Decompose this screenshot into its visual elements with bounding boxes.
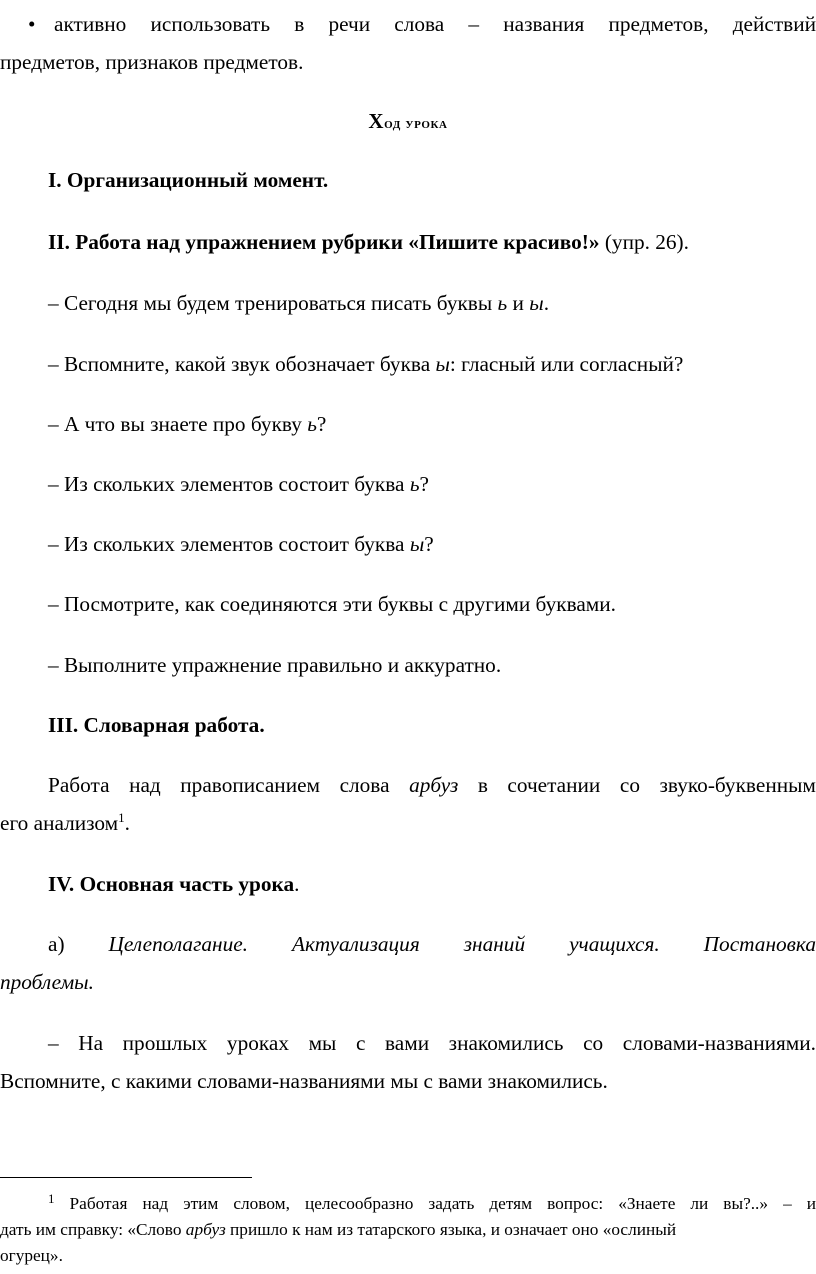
- word: «Знаете: [618, 1194, 676, 1213]
- word: уроках: [226, 1031, 289, 1055]
- bullet-item-line-2: предметов, признаков предметов.: [0, 50, 304, 74]
- word: Работа: [48, 773, 110, 797]
- word: арбуз: [409, 773, 459, 797]
- word: слова: [339, 773, 390, 797]
- dialogue-line: [48, 530, 816, 558]
- text: .: [124, 811, 130, 835]
- word: речи: [328, 12, 371, 36]
- paragraph-line: [48, 1029, 816, 1057]
- word: словом,: [233, 1194, 290, 1213]
- word: действий: [732, 12, 816, 36]
- text: – Из скольких элементов состоит буква: [48, 472, 410, 496]
- section-3-title: III. Словарная работа.: [48, 713, 265, 737]
- word: правописанием: [180, 773, 321, 797]
- text: .: [543, 291, 550, 315]
- word: задать: [428, 1194, 475, 1213]
- dialogue-line: [48, 470, 816, 498]
- subitem-label: а): [48, 932, 65, 956]
- subitem-line: [48, 930, 816, 958]
- text: пришло к нам из татарского языка, и означает оно «ослиный: [225, 1220, 677, 1239]
- letter: ь: [307, 412, 317, 436]
- dialogue-line: – Посмотрите, как соединяются эти буквы с другими буквами.: [48, 592, 617, 616]
- word: в: [294, 12, 305, 36]
- paragraph-line: [0, 809, 816, 837]
- bullet-item-line-1: [0, 10, 816, 38]
- word: активно: [54, 12, 127, 36]
- heading-cap: Х: [368, 109, 385, 133]
- subitem-line-2: проблемы.: [0, 970, 94, 994]
- word: Работая: [69, 1194, 128, 1213]
- word: слова: [394, 12, 445, 36]
- text: ?: [316, 412, 327, 436]
- letter: ь: [497, 291, 508, 315]
- text: .: [294, 872, 300, 896]
- paragraph-line: Вспомните, с какими словами-названиями мы с вами знакомились.: [0, 1069, 608, 1093]
- word: мы: [308, 1031, 337, 1055]
- letter: ы: [435, 352, 450, 376]
- word: ли: [690, 1194, 709, 1213]
- word: над: [129, 773, 161, 797]
- text: его анализом: [0, 811, 119, 835]
- letter: ь: [409, 472, 420, 496]
- word: предметов,: [608, 12, 709, 36]
- heading-rest: од урока: [384, 115, 448, 132]
- footnote-mark: 1: [48, 1191, 55, 1206]
- text: и: [507, 291, 530, 315]
- dialogue-line: – Выполните упражнение правильно и аккуратно.: [48, 653, 502, 677]
- word: вами: [384, 1031, 430, 1055]
- text: – А что вы знаете про букву: [48, 412, 308, 436]
- text: арбуз: [185, 1220, 226, 1239]
- word: со: [619, 773, 640, 797]
- section-2-title-line: [48, 228, 816, 256]
- word: словами-названиями.: [622, 1031, 816, 1055]
- footnote-line: [0, 1218, 816, 1242]
- text: ?: [419, 472, 429, 496]
- dialogue-line: [48, 350, 816, 378]
- word: со: [583, 1031, 604, 1055]
- text: дать им справку: «Слово: [0, 1220, 186, 1239]
- dialogue-line: [48, 410, 816, 438]
- word: прошлых: [122, 1031, 208, 1055]
- word: –: [783, 1194, 792, 1213]
- word: знаний: [463, 932, 526, 956]
- paragraph-line: [48, 771, 816, 799]
- word: этим: [183, 1194, 219, 1213]
- lesson-heading: [0, 110, 816, 135]
- section-4-title: IV. Основная часть урока: [48, 872, 295, 896]
- text: – Вспомните, какой звук обозначает буква: [48, 352, 436, 376]
- letter: ы: [529, 291, 544, 315]
- text: ?: [424, 532, 434, 556]
- text: : гласный или согласный?: [449, 352, 684, 376]
- word: целесообразно: [304, 1194, 414, 1213]
- word: знакомились: [448, 1031, 564, 1055]
- footnote-separator: [0, 1177, 252, 1178]
- section-4-title-line: [48, 870, 816, 898]
- section-2-ref: (упр. 26).: [599, 230, 689, 254]
- word: звуко-буквенным: [659, 773, 816, 797]
- word: Постановка: [703, 932, 816, 956]
- word: Актуализация: [292, 932, 420, 956]
- word: вы?..»: [723, 1194, 769, 1213]
- section-1-title: I. Организационный момент.: [48, 168, 329, 192]
- text: – Сегодня мы будем тренироваться писать буквы: [48, 291, 498, 315]
- word: –: [468, 12, 480, 36]
- word: над: [142, 1194, 169, 1213]
- word: учащихся.: [569, 932, 660, 956]
- word: с: [355, 1031, 366, 1055]
- word: сочетании: [507, 773, 601, 797]
- footnote-reference[interactable]: 1: [118, 809, 125, 825]
- footnote-line: огурец».: [0, 1246, 63, 1265]
- bullet-icon: •: [28, 12, 36, 36]
- word: –: [48, 1031, 59, 1055]
- word: детям: [489, 1194, 533, 1213]
- text: – Из скольких элементов состоит буква: [48, 532, 410, 556]
- word: Целеполагание.: [108, 932, 249, 956]
- word: вопрос:: [547, 1194, 604, 1213]
- word: в: [477, 773, 488, 797]
- dialogue-line: [48, 289, 816, 317]
- word: названия: [503, 12, 585, 36]
- section-2-title: II. Работа над упражнением рубрики «Пишите красиво!»: [48, 230, 600, 254]
- word: использовать: [150, 12, 271, 36]
- word: и: [806, 1194, 816, 1213]
- footnote-line: [48, 1192, 816, 1216]
- letter: ы: [409, 532, 425, 556]
- word: На: [78, 1031, 104, 1055]
